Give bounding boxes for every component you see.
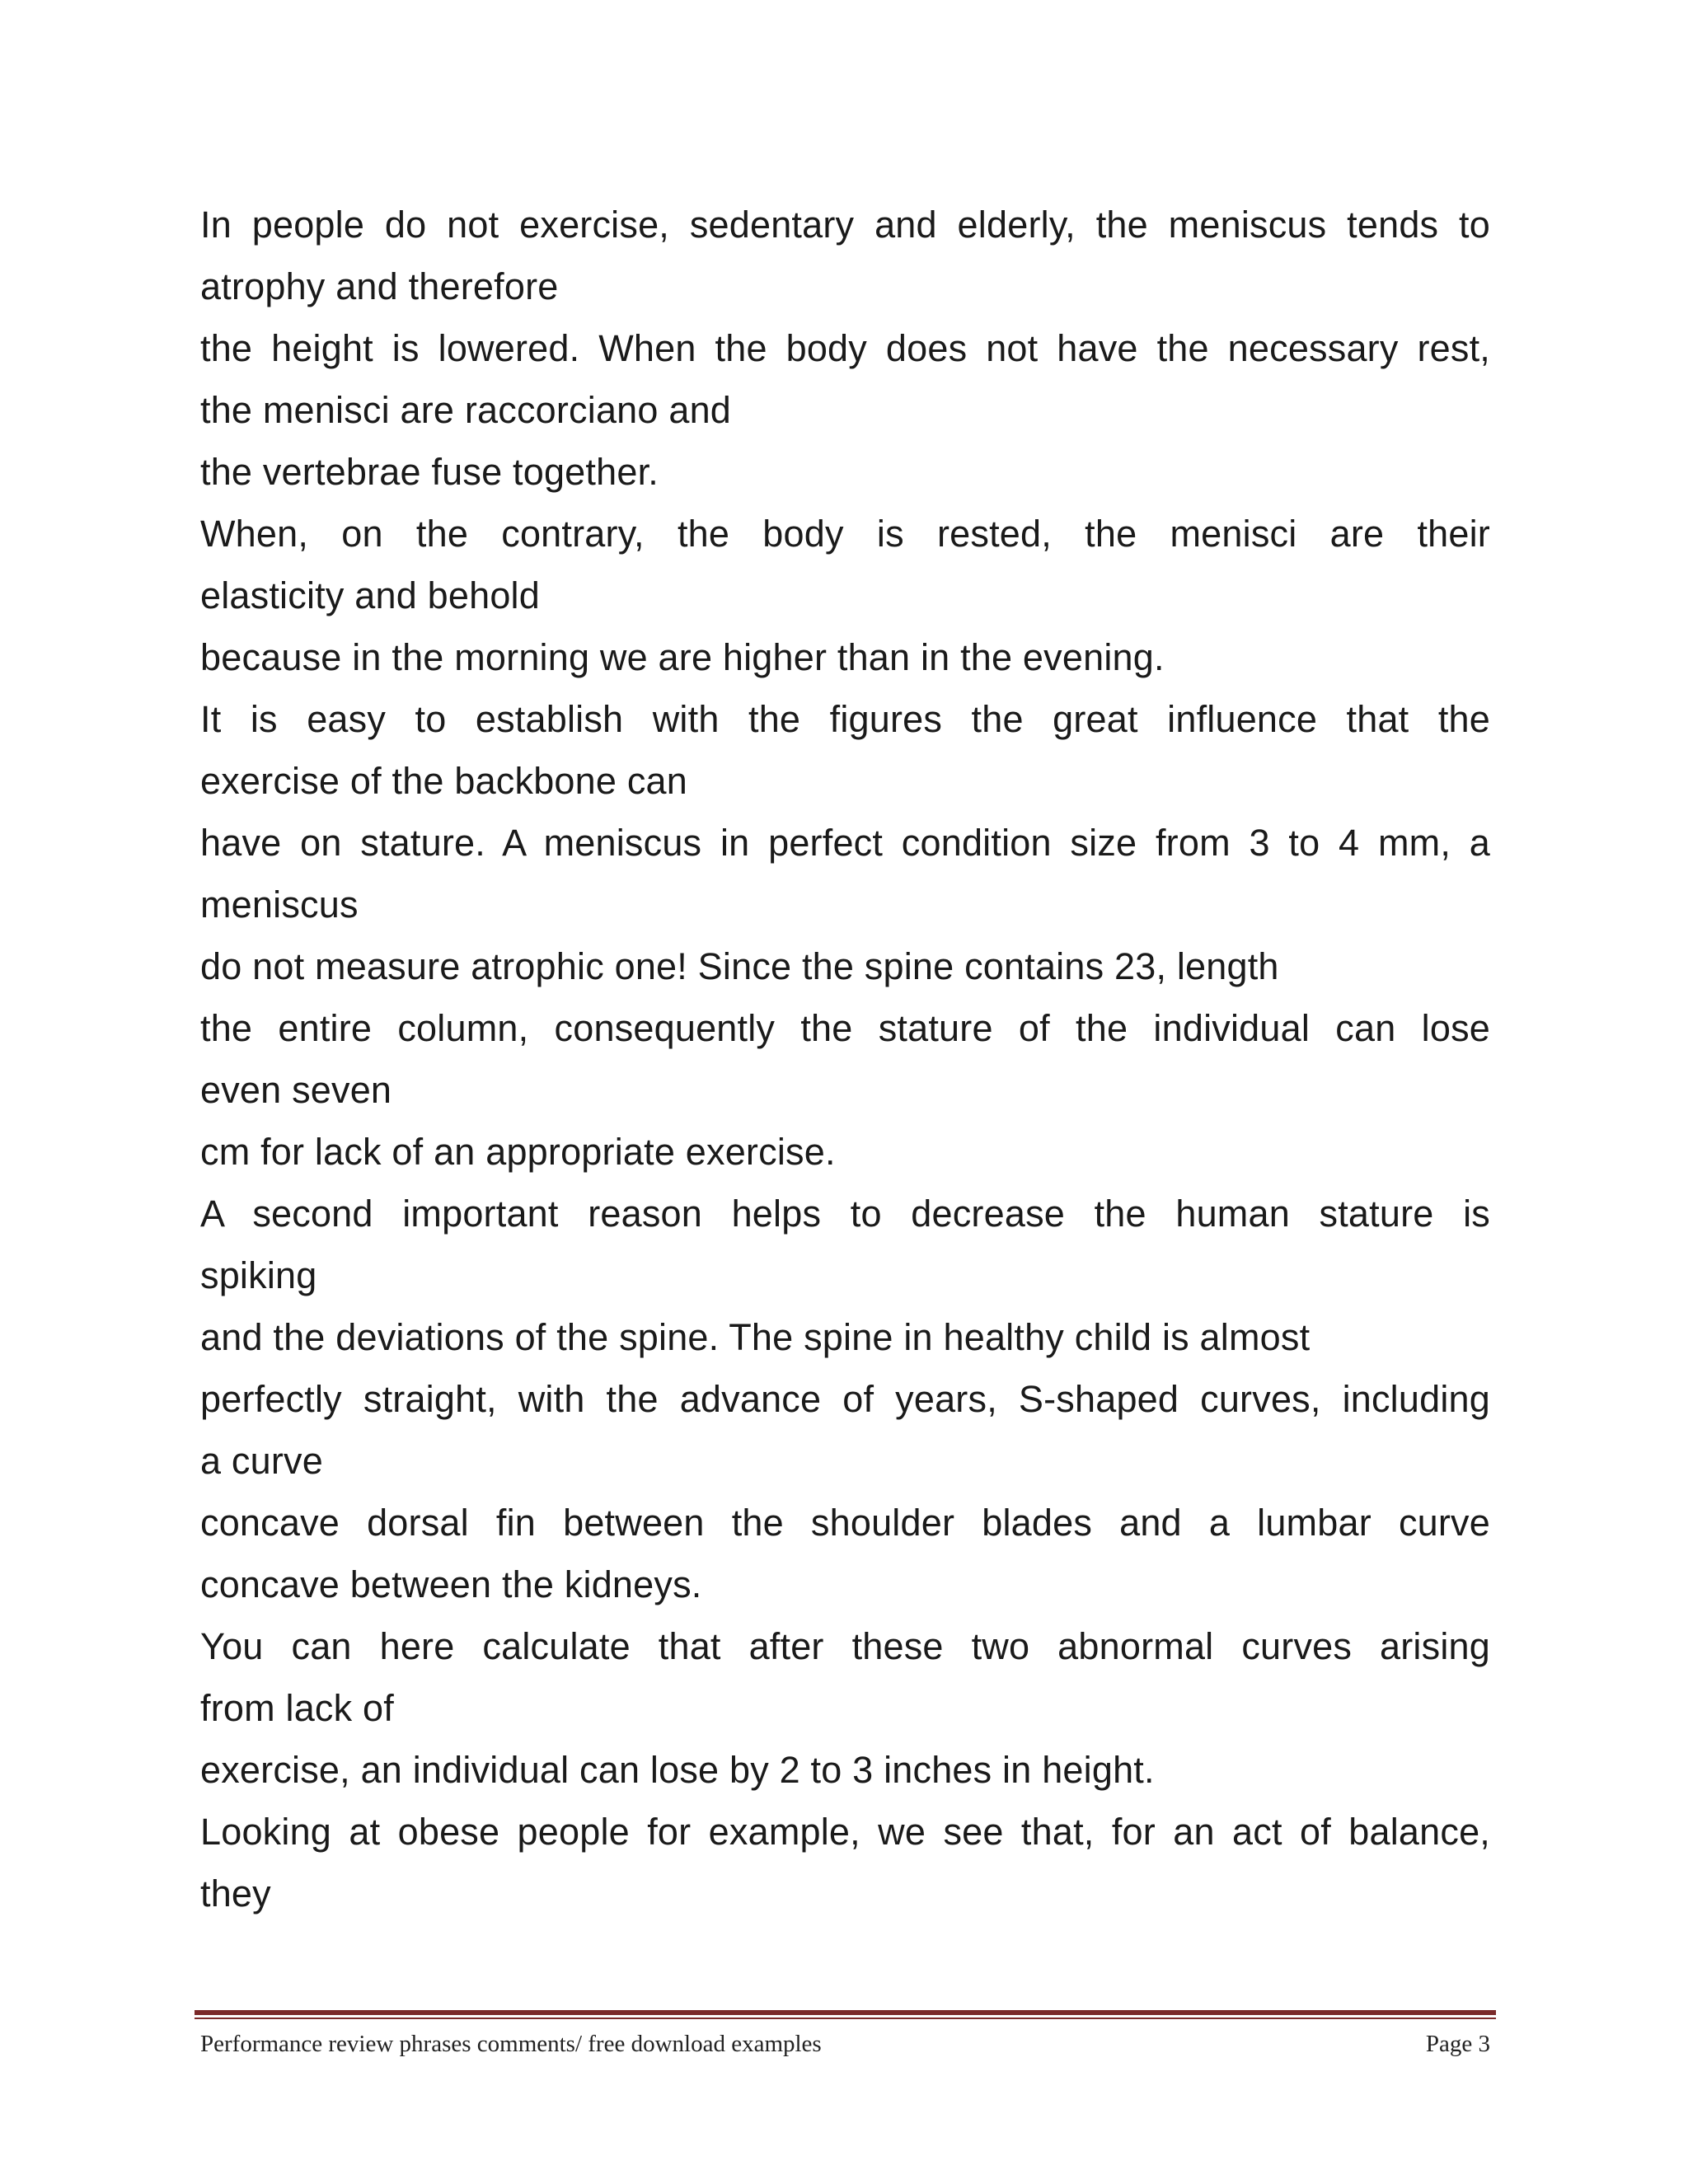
text-line: concave between the kidneys. <box>200 1563 702 1605</box>
text-line: the height is lowered. When the body does not have the necessary rest, <box>200 327 1490 369</box>
text-line: the vertebrae fuse together. <box>200 451 659 493</box>
text-line: the entire column, consequently the stature of the individual can lose <box>200 1007 1490 1049</box>
footer-rule-thin <box>195 2018 1496 2019</box>
text-line: A second important reason helps to decrease the human stature is <box>200 1193 1490 1235</box>
body-text <box>200 194 1490 1924</box>
page-footer <box>200 2026 1490 2062</box>
footer-rule <box>195 2010 1496 2015</box>
page-number: Page 3 <box>1425 2031 1490 2057</box>
text-line: perfectly straight, with the advance of years, S-shaped curves, including <box>200 1378 1490 1420</box>
text-line: cm for lack of an appropriate exercise. <box>200 1131 836 1173</box>
text-line: In people do not exercise, sedentary and elderly, the meniscus tends to <box>200 204 1490 246</box>
text-line: You can here calculate that after these two abnormal curves arising <box>200 1625 1490 1667</box>
text-line: exercise of the backbone can <box>200 760 687 802</box>
text-line: the menisci are raccorciano and <box>200 389 732 431</box>
text-line: even seven <box>200 1069 392 1111</box>
text-line: have on stature. A meniscus in perfect condition size from 3 to 4 mm, a <box>200 822 1490 864</box>
text-line: because in the morning we are higher than in the evening. <box>200 636 1165 678</box>
text-line: exercise, an individual can lose by 2 to 3 inches in height. <box>200 1749 1155 1791</box>
text-line: meniscus <box>200 883 359 926</box>
text-line: a curve <box>200 1440 323 1482</box>
text-line: they <box>200 1872 271 1915</box>
text-line: elasticity and behold <box>200 574 540 616</box>
text-line: from lack of <box>200 1687 394 1729</box>
text-line: atrophy and therefore <box>200 265 559 307</box>
footer-title: Performance review phrases comments/ free download examples <box>200 2031 822 2057</box>
text-line: When, on the contrary, the body is rested, the menisci are their <box>200 513 1490 555</box>
text-line: concave dorsal fin between the shoulder blades and a lumbar curve <box>200 1502 1490 1544</box>
text-line: spiking <box>200 1254 317 1296</box>
text-line: do not measure atrophic one! Since the spine contains 23, length <box>200 945 1279 987</box>
text-line: It is easy to establish with the figures the great influence that the <box>200 698 1490 740</box>
text-line: and the deviations of the spine. The spine in healthy child is almost <box>200 1316 1311 1358</box>
text-line: Looking at obese people for example, we see that, for an act of balance, <box>200 1811 1490 1853</box>
